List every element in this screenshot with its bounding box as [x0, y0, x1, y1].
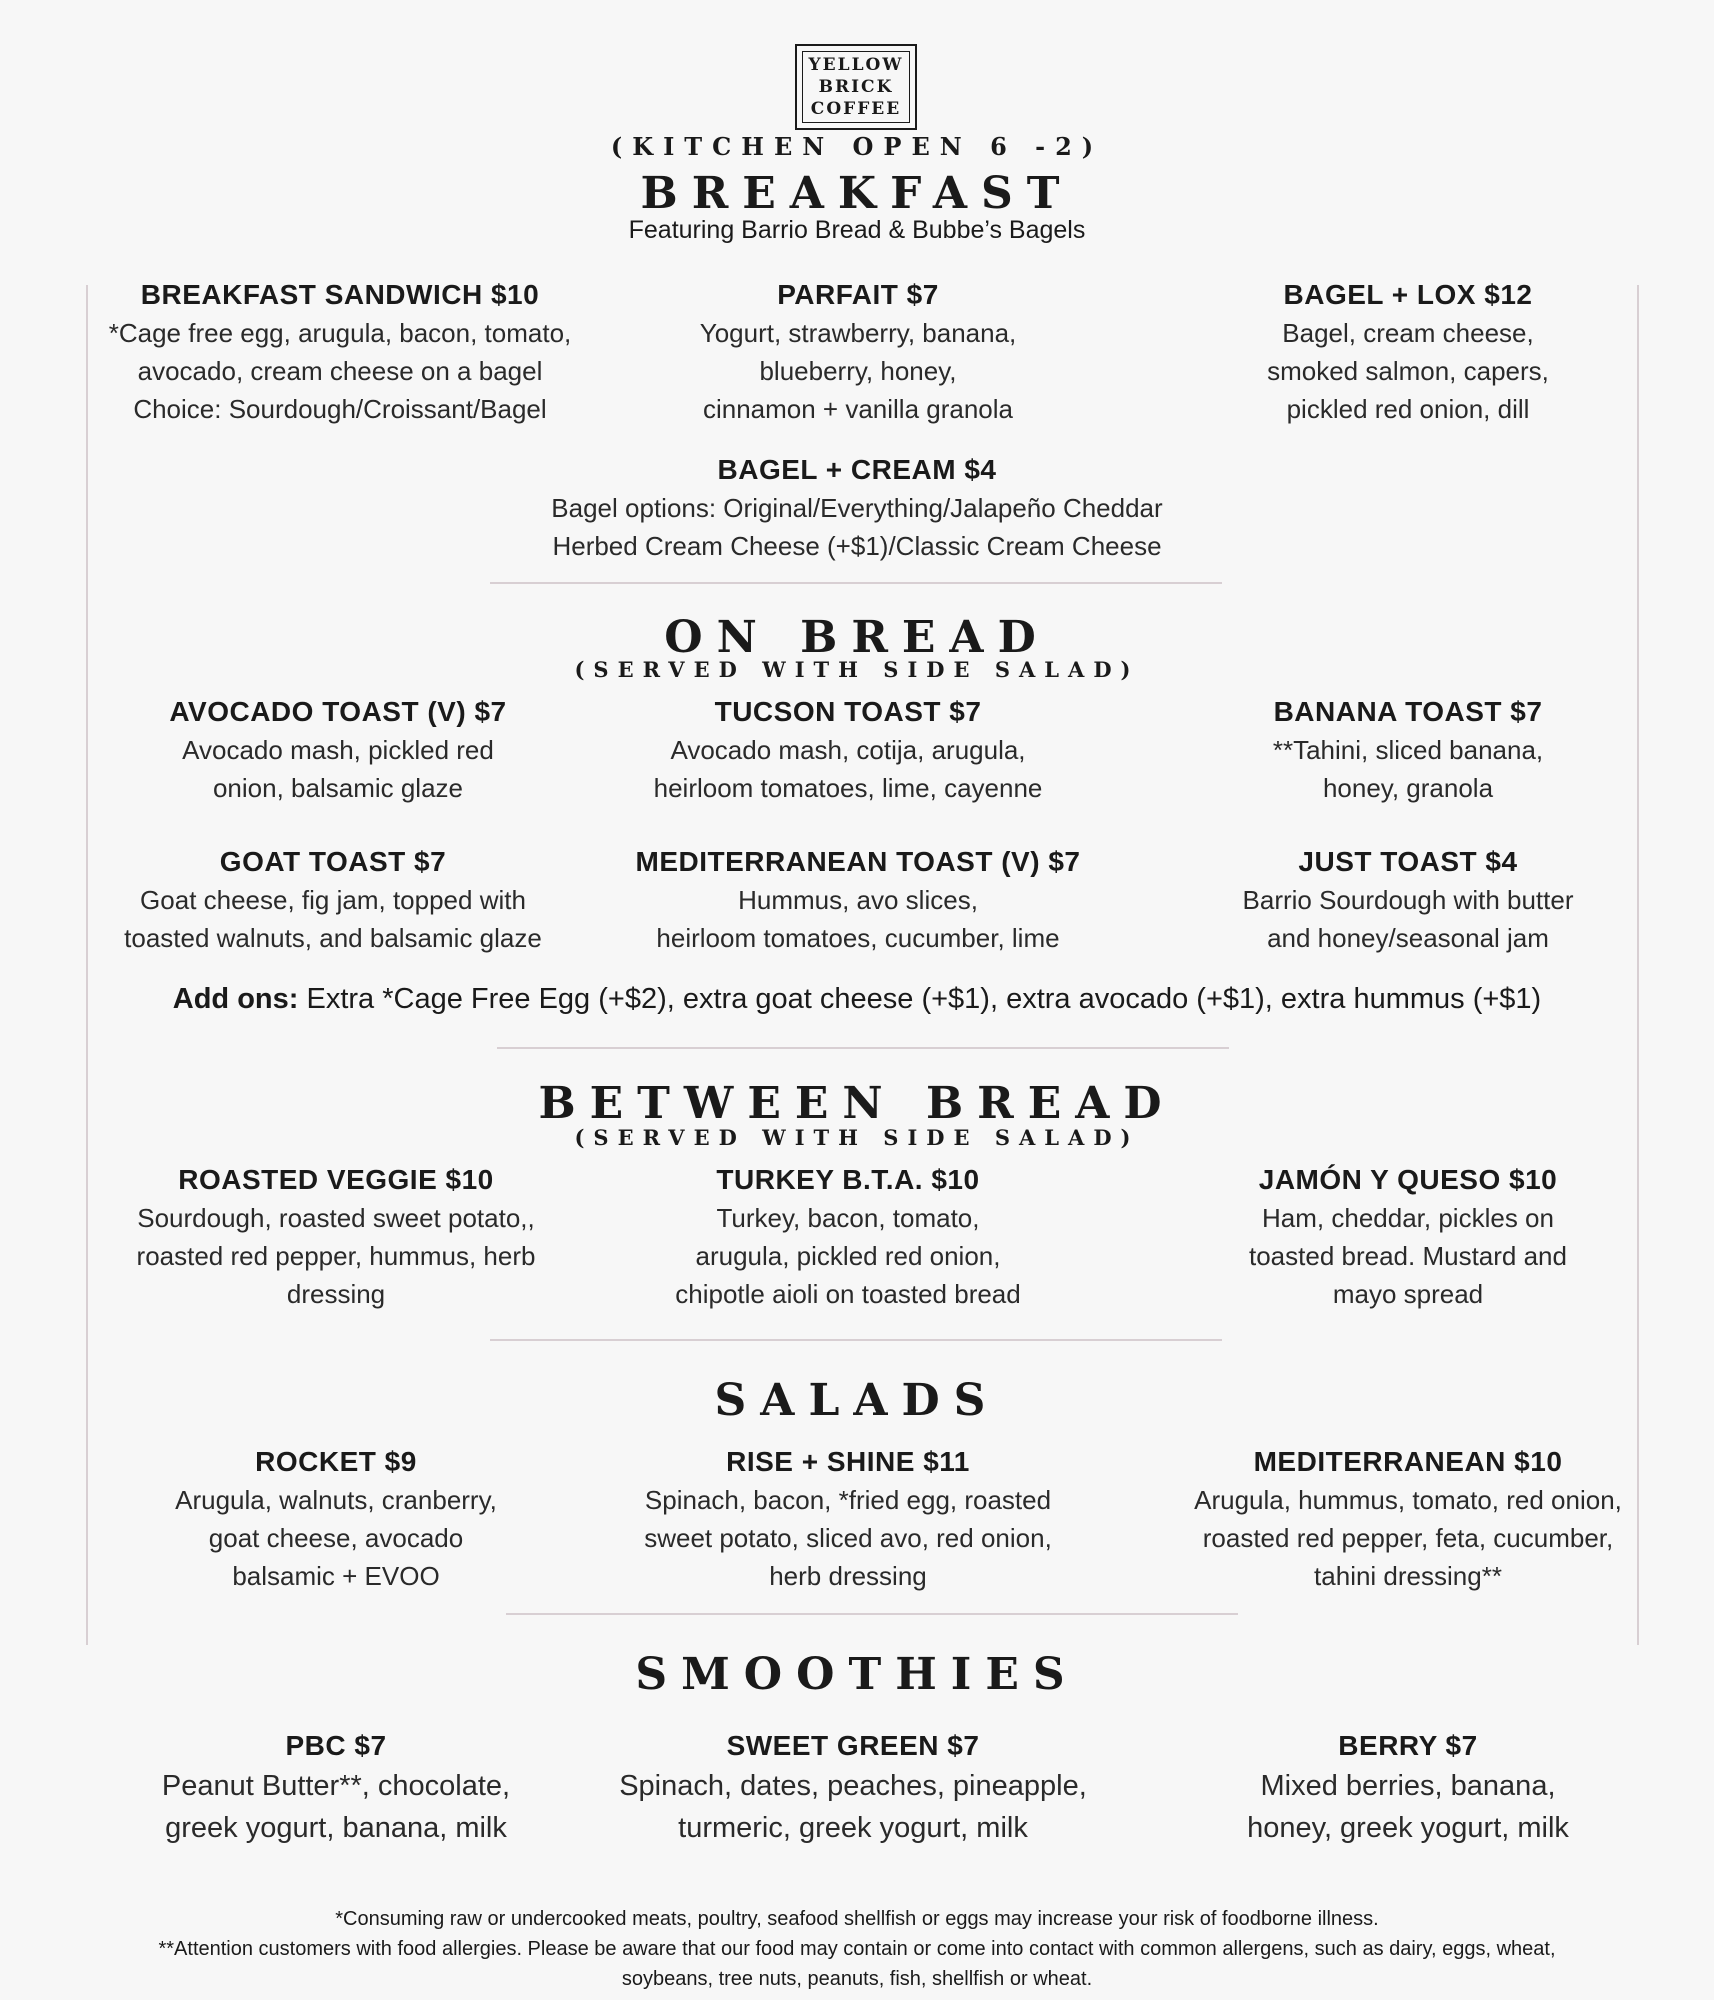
- menu-item: [618, 276, 1098, 428]
- footer-disclaimer-raw: *Consuming raw or undercooked meats, poultry, seafood shellfish or eggs may increase your risk of foodborne illness.: [335, 1908, 1379, 1930]
- item-name: PARFAIT $7: [777, 279, 939, 310]
- menu-item: [598, 1727, 1108, 1849]
- item-description: Turkey, bacon, tomato, arugula, pickled red onion, chipotle aioli on toasted bread: [675, 1203, 1021, 1309]
- item-name: GOAT TOAST $7: [219, 846, 447, 877]
- divider: [497, 1047, 1229, 1049]
- between-bread-title: BETWEEN BREAD: [538, 1078, 1176, 1129]
- menu-item: [578, 843, 1138, 957]
- left-border-line: [86, 285, 88, 1645]
- item-description: **Tahini, sliced banana, honey, granola: [1272, 735, 1544, 803]
- item-description: Yogurt, strawberry, banana, blueberry, honey, cinnamon + vanilla granola: [699, 318, 1017, 424]
- item-name: BAGEL + LOX $12: [1283, 279, 1533, 310]
- between-bread-subtitle: (SERVED WITH SIDE SALAD): [574, 1125, 1140, 1150]
- breakfast-subtitle: Featuring Barrio Bread & Bubbe’s Bagels: [628, 216, 1086, 244]
- menu-item: [98, 693, 578, 807]
- menu-item: [608, 1443, 1088, 1595]
- menu-item: [96, 1161, 576, 1313]
- menu-item: [457, 451, 1257, 565]
- item-description: Arugula, walnuts, cranberry, goat cheese, avocado balsamic + EVOO: [175, 1485, 497, 1591]
- on-bread-subtitle: (SERVED WITH SIDE SALAD): [574, 657, 1140, 682]
- item-name: MEDITERRANEAN TOAST (V) $7: [635, 846, 1081, 877]
- logo-line-2: BRICK: [818, 77, 894, 97]
- item-description: Hummus, avo slices, heirloom tomatoes, cucumber, lime: [656, 885, 1060, 953]
- menu-item: [608, 693, 1088, 807]
- item-description: *Cage free egg, arugula, bacon, tomato, avocado, cream cheese on a bagel Choice: Sourdough/Croissant/Bagel: [108, 318, 572, 424]
- menu-item: [1168, 843, 1648, 957]
- item-description: Spinach, dates, peaches, pineapple, turmeric, greek yogurt, milk: [619, 1770, 1087, 1844]
- item-name: TUCSON TOAST $7: [714, 696, 982, 727]
- item-name: TURKEY B.T.A. $10: [716, 1164, 980, 1195]
- item-name: ROCKET $9: [255, 1446, 417, 1477]
- item-description: Goat cheese, fig jam, topped with toasted walnuts, and balsamic glaze: [124, 885, 542, 953]
- logo-line-3: COFFEE: [810, 99, 902, 119]
- breakfast-title: BREAKFAST: [640, 168, 1074, 219]
- menu-item: [100, 276, 580, 428]
- item-description: Avocado mash, cotija, arugula, heirloom tomatoes, lime, cayenne: [653, 735, 1043, 803]
- item-name: AVOCADO TOAST (V) $7: [169, 696, 507, 727]
- add-ons: [0, 983, 1714, 1016]
- item-name: SWEET GREEN $7: [726, 1730, 980, 1761]
- item-name: MEDITERRANEAN $10: [1253, 1446, 1563, 1477]
- menu-item: [1168, 1727, 1648, 1849]
- item-name: RISE + SHINE $11: [726, 1446, 970, 1477]
- kitchen-hours: (KITCHEN OPEN 6 -2): [610, 132, 1104, 161]
- item-name: JAMÓN Y QUESO $10: [1258, 1164, 1558, 1195]
- footer-allergy-notice: **Attention customers with food allergies. Please be aware that our food may contain or come into contact with common allergens, such as dairy, eggs, wheat,: [158, 1938, 1556, 1960]
- item-description: Bagel, cream cheese, smoked salmon, capers, pickled red onion, dill: [1267, 318, 1549, 424]
- item-name: JUST TOAST $4: [1298, 846, 1518, 877]
- menu-item: [96, 1443, 576, 1595]
- item-description: Mixed berries, banana, honey, greek yogurt, milk: [1247, 1770, 1569, 1844]
- item-description: Ham, cheddar, pickles on toasted bread. Mustard and mayo spread: [1249, 1203, 1567, 1309]
- smoothies-title: SMOOTHIES: [635, 1649, 1079, 1700]
- right-border-line: [1637, 285, 1639, 1645]
- item-description: Spinach, bacon, *fried egg, roasted sweet potato, sliced avo, red onion, herb dressing: [644, 1485, 1052, 1591]
- menu-item: [1168, 1443, 1648, 1595]
- menu-item: [608, 1161, 1088, 1313]
- logo: [795, 44, 917, 130]
- add-ons-label: Add ons:: [172, 983, 299, 1015]
- divider: [506, 1613, 1238, 1615]
- divider: [490, 582, 1222, 584]
- add-ons-text: Extra *Cage Free Egg (+$2), extra goat cheese (+$1), extra avocado (+$1), extra hummus (+$1): [298, 983, 1542, 1015]
- menu-item: [1168, 1161, 1648, 1313]
- item-name: BREAKFAST SANDWICH $10: [140, 279, 540, 310]
- item-name: BERRY $7: [1338, 1730, 1478, 1761]
- item-description: Peanut Butter**, chocolate, greek yogurt, banana, milk: [161, 1770, 511, 1844]
- item-description: Avocado mash, pickled red onion, balsamic glaze: [182, 735, 494, 803]
- footer-allergy-notice-cont: soybeans, tree nuts, peanuts, fish, shellfish or wheat.: [621, 1968, 1093, 1990]
- on-bread-title: ON BREAD: [664, 612, 1050, 663]
- menu-item: [1168, 693, 1648, 807]
- item-description: Barrio Sourdough with butter and honey/seasonal jam: [1242, 885, 1574, 953]
- menu-item: [1168, 276, 1648, 428]
- item-description: Sourdough, roasted sweet potato,, roasted red pepper, hummus, herb dressing: [136, 1203, 536, 1309]
- item-name: PBC $7: [285, 1730, 387, 1761]
- item-name: BANANA TOAST $7: [1273, 696, 1543, 727]
- divider: [490, 1339, 1222, 1341]
- menu-item: [96, 1727, 576, 1849]
- salads-title: SALADS: [714, 1375, 1000, 1426]
- logo-line-1: YELLOW: [808, 55, 904, 75]
- item-name: ROASTED VEGGIE $10: [178, 1164, 494, 1195]
- item-description: Bagel options: Original/Everything/Jalapeño Cheddar Herbed Cream Cheese (+$1)/Classic Cream Cheese: [551, 493, 1163, 561]
- menu-item: [93, 843, 573, 957]
- item-description: Arugula, hummus, tomato, red onion, roasted red pepper, feta, cucumber, tahini dressing**: [1194, 1485, 1622, 1591]
- item-name: BAGEL + CREAM $4: [717, 454, 997, 485]
